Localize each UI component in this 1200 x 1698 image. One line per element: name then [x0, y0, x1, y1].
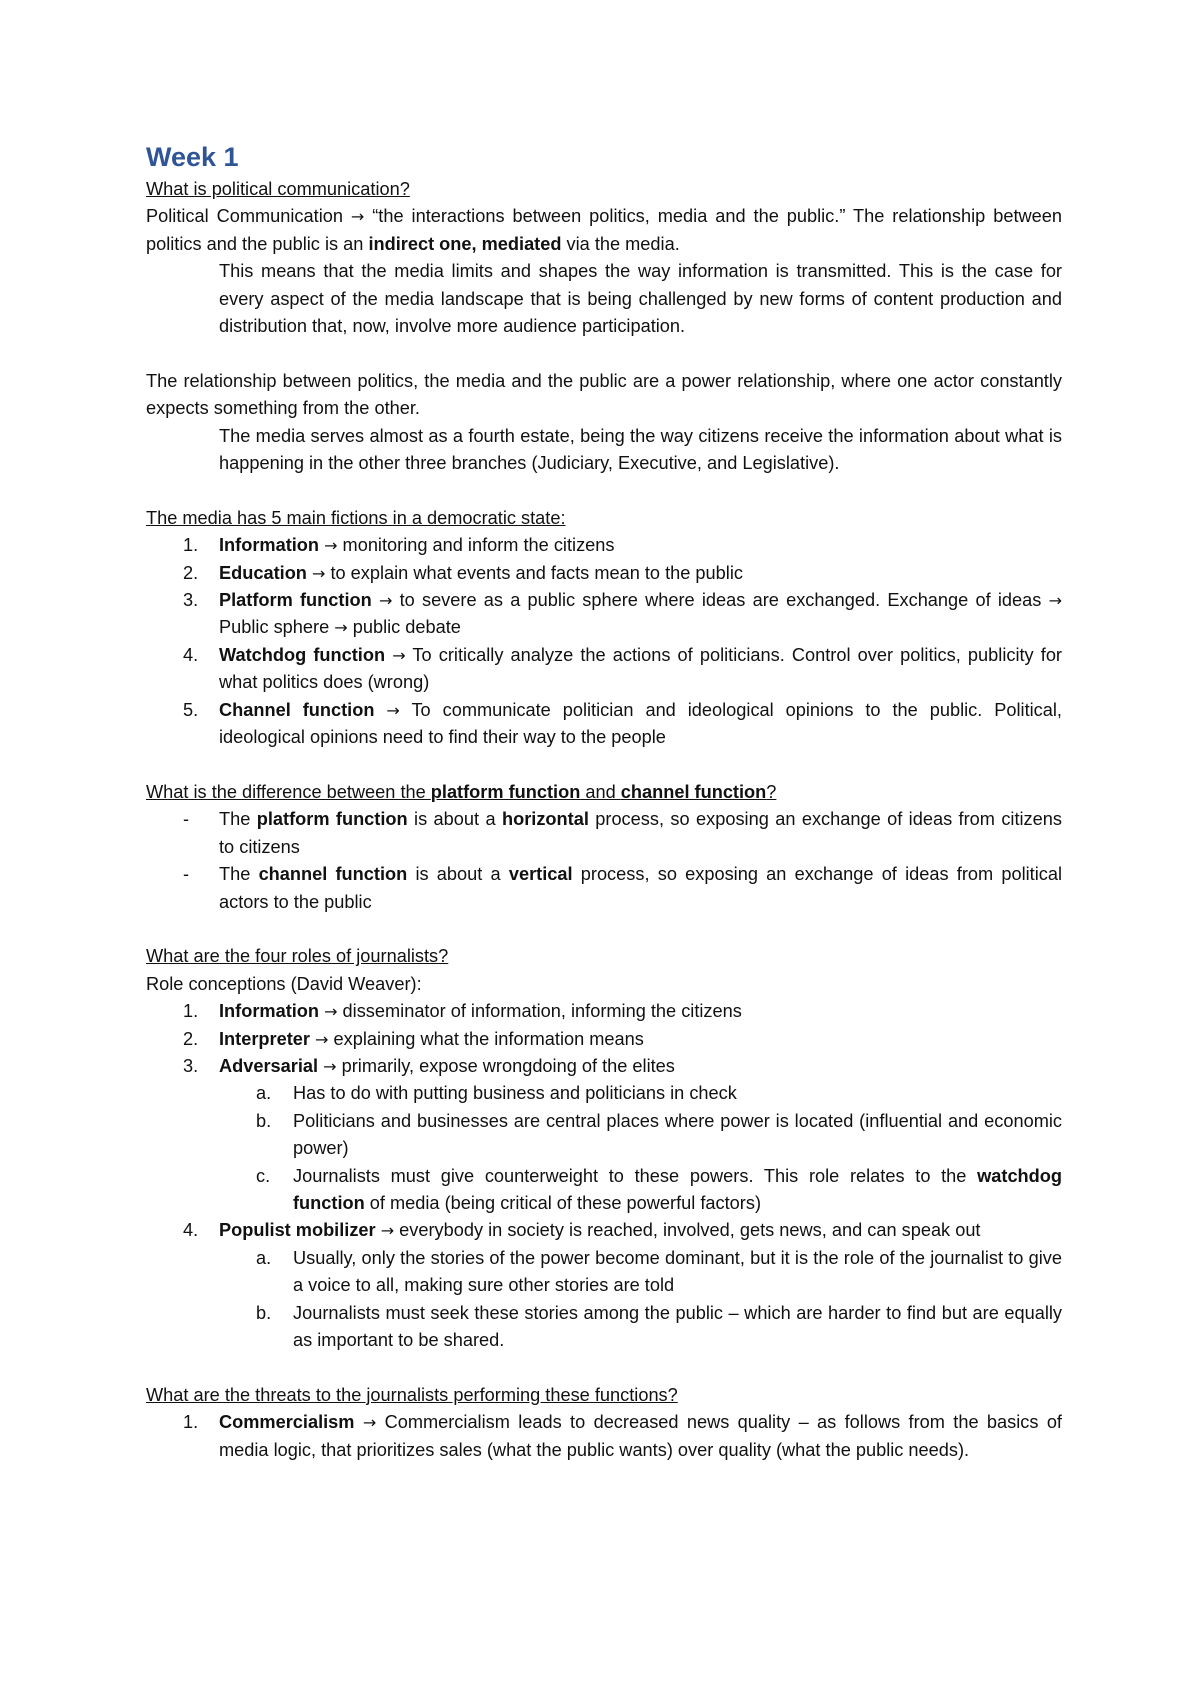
difference-item-channel: [146, 861, 1062, 916]
item-text: To critically analyze the actions of politicians. Control over politics, publicity for what politics does (wrong): [219, 644, 1062, 693]
item-text: To communicate politician and ideological opinions to the public. Political, ideological opinions need to find their way to the people: [219, 699, 1062, 748]
item-term: Platform function: [219, 590, 372, 611]
threats-title: What are the threats to the journalists performing these functions?: [146, 1384, 678, 1405]
arrow-icon: →: [323, 1056, 337, 1076]
item-text: of media (being critical of these powerful factors): [364, 1192, 761, 1213]
function-item-education: [146, 560, 1062, 587]
definition-label: Political Communication: [146, 206, 351, 227]
list-number: 1.: [183, 1001, 199, 1022]
role-item-populist: [146, 1217, 1062, 1244]
threat-item-commercialism: [146, 1409, 1062, 1464]
item-text: explaining what the information means: [328, 1028, 644, 1049]
list-number: 3.: [183, 590, 199, 611]
item-term: Adversarial: [219, 1055, 319, 1076]
list-letter: c.: [256, 1165, 271, 1186]
arrow-icon: →: [324, 1002, 338, 1022]
arrow-icon: →: [1048, 591, 1062, 611]
list-number: 5.: [183, 699, 199, 720]
title-part: and: [580, 781, 621, 802]
item-text: is about a: [407, 864, 509, 885]
list-letter: a.: [256, 1247, 272, 1268]
function-item-information: [146, 532, 1062, 559]
list-number: 1.: [183, 1412, 199, 1433]
item-term: Watchdog function: [219, 644, 386, 665]
arrow-icon: →: [311, 563, 326, 583]
item-text: to severe as a public sphere where ideas are exchanged. Exchange of ideas: [392, 590, 1042, 611]
function-item-channel: [146, 697, 1062, 752]
item-text: everybody in society is reached, involved, gets news, and can speak out: [394, 1220, 981, 1241]
arrow-icon: →: [378, 591, 393, 611]
arrow-icon: →: [324, 536, 338, 556]
item-text: Usually, only the stories of the power become dominant, but it is the role of the journalist to give a voice to all, making sure other stories are told: [293, 1247, 1062, 1296]
item-term: Commercialism: [219, 1412, 355, 1433]
item-term: Populist mobilizer: [219, 1220, 376, 1241]
item-text: Commercialism leads to decreased news quality – as follows from the basics of media logic, that prioritizes sales (what the public wants) over quality (what the public needs).: [219, 1412, 1062, 1460]
list-dash: -: [183, 809, 190, 830]
role-item-interpreter: [146, 1026, 1062, 1053]
item-text: is about a: [407, 809, 502, 830]
list-letter: a.: [256, 1083, 272, 1104]
item-term: Education: [219, 562, 307, 583]
definition-end: via the media.: [561, 233, 680, 254]
function-item-platform: [146, 587, 1062, 642]
item-text: primarily, expose wrongdoing of the elites: [336, 1055, 675, 1076]
item-text: Has to do with putting business and politicians in check: [293, 1083, 737, 1104]
list-number: 3.: [183, 1055, 199, 1076]
role-item-information: [146, 998, 1062, 1025]
definition-paragraph: [146, 203, 1062, 258]
item-term: vertical: [508, 864, 573, 885]
item-term: platform function: [256, 809, 408, 830]
definition-text: “the interactions between politics, media and the public.” The relationship between politics and the public is an: [146, 206, 1062, 254]
title-part: ?: [766, 781, 777, 802]
item-text: monitoring and inform the citizens: [337, 535, 615, 556]
item-text: The: [219, 809, 257, 830]
populist-sub-b: [146, 1300, 1062, 1355]
difference-title: [146, 779, 1062, 806]
item-text: Journalists must seek these stories among the public – which are harder to find but are equally as important to be shared.: [293, 1302, 1062, 1350]
adversarial-sub-c: [146, 1163, 1062, 1218]
adversarial-sub-b: [146, 1108, 1062, 1163]
item-term: Information: [219, 535, 320, 556]
list-number: 4.: [183, 644, 199, 665]
item-text: The: [219, 864, 259, 885]
power-relationship-paragraph: The relationship between politics, the media and the public are a power relationship, where one actor constantly expects something from the other.: [146, 370, 1062, 419]
title-part: platform function: [430, 781, 581, 802]
arrow-icon: →: [334, 618, 348, 638]
item-text: Public sphere: [219, 617, 330, 638]
item-term: horizontal: [501, 809, 589, 830]
list-number: 1.: [183, 535, 199, 556]
arrow-icon: →: [362, 1413, 377, 1433]
arrow-icon: →: [380, 1221, 395, 1241]
item-term: channel function: [258, 864, 408, 885]
item-term: Interpreter: [219, 1028, 310, 1049]
definition-bold: indirect one, mediated: [368, 233, 562, 254]
document-page: [146, 140, 1062, 1464]
question-political-communication: What is political communication?: [146, 179, 410, 199]
difference-item-platform: [146, 806, 1062, 861]
populist-sub-a: [146, 1245, 1062, 1300]
list-number: 4.: [183, 1220, 199, 1241]
item-text: Journalists must give counterweight to these powers. This role relates to the: [293, 1165, 978, 1186]
item-text: to explain what events and facts mean to the public: [325, 562, 743, 583]
title-part: channel function: [620, 781, 767, 802]
role-item-adversarial: [146, 1053, 1062, 1080]
heading-week: Week 1: [146, 142, 239, 172]
item-text: public debate: [347, 617, 461, 638]
list-number: 2.: [183, 562, 199, 583]
item-text: process, so exposing an exchange of ideas from citizens to citizens: [219, 809, 1062, 857]
item-text: process, so exposing an exchange of ideas from political actors to the public: [219, 864, 1063, 912]
fourth-estate-paragraph: The media serves almost as a fourth estate, being the way citizens receive the information about what is happening in the other three branches (Judiciary, Executive, and Legislative).: [219, 425, 1062, 474]
roles-subtitle: Role conceptions (David Weaver):: [146, 973, 422, 994]
function-item-watchdog: [146, 642, 1062, 697]
item-text: disseminator of information, informing the citizens: [337, 1001, 742, 1022]
list-dash: -: [183, 864, 190, 885]
arrow-icon: →: [392, 645, 406, 665]
functions-title: The media has 5 main fictions in a democratic state:: [146, 507, 566, 528]
adversarial-sub-a: [146, 1080, 1062, 1107]
list-number: 2.: [183, 1028, 199, 1049]
list-letter: b.: [256, 1302, 272, 1323]
title-part: What is the difference between the: [146, 781, 431, 802]
mediation-paragraph: This means that the media limits and shapes the way information is transmitted. This is the case for every aspect of the media landscape that is being challenged by new forms of content production and distribution that, now, involve more audience participation.: [219, 261, 1062, 337]
item-term: watchdog function: [293, 1165, 1062, 1213]
arrow-icon: →: [386, 700, 400, 720]
arrow-icon: →: [350, 207, 365, 227]
list-letter: b.: [256, 1110, 272, 1131]
roles-title: What are the four roles of journalists?: [146, 946, 449, 967]
arrow-icon: →: [315, 1029, 329, 1049]
item-term: Information: [219, 1001, 320, 1022]
item-term: Channel function: [219, 699, 375, 720]
item-text: Politicians and businesses are central places where power is located (influential and economic power): [293, 1110, 1062, 1159]
